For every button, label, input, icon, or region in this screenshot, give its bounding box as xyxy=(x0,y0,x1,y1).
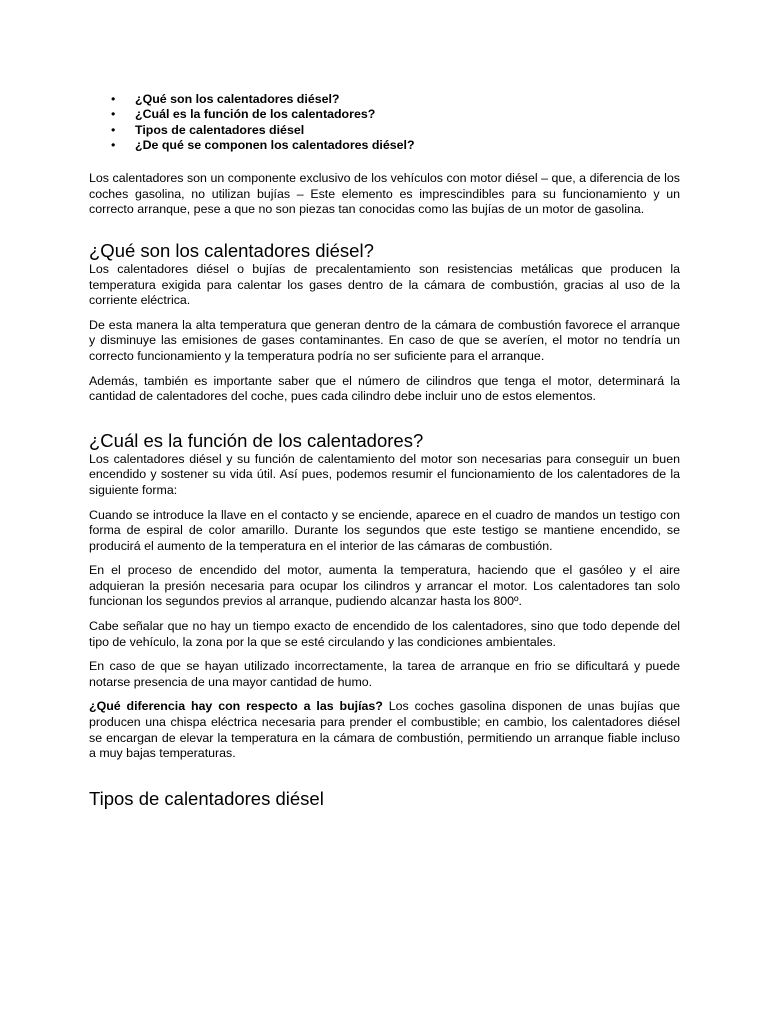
section-heading-tipos: Tipos de calentadores diésel xyxy=(89,787,324,809)
bullet-icon: • xyxy=(111,122,116,137)
paragraph xyxy=(89,699,680,761)
toc-item-label: ¿De qué se componen los calentadores diésel? xyxy=(135,137,415,152)
intro-paragraph: Los calentadores son un componente exclusivo de los vehículos con motor diésel – que, a diferencia de los coches gasolina, no utilizan bujías – Este elemento es imprescindibles para su funcionamiento y un correcto arranque, pese a que no son piezas tan conocidas como las bujías de un motor de gasolina. xyxy=(89,171,680,217)
paragraph: Cabe señalar que no hay un tiempo exacto de encendido de los calentadores, sino que todo depende del tipo de vehículo, la zona por la que se esté circulando y las condiciones ambientales. xyxy=(89,619,680,649)
paragraph: Además, también es importante saber que el número de cilindros que tenga el motor, determinará la cantidad de calentadores del coche, pues cada cilindro debe incluir uno de estos elementos. xyxy=(89,373,680,404)
toc-item-label: ¿Qué son los calentadores diésel? xyxy=(135,92,340,106)
toc-item xyxy=(89,123,680,138)
section-heading-que-son: ¿Qué son los calentadores diésel? xyxy=(89,239,374,261)
paragraph: De esta manera la alta temperatura que generan dentro de la cámara de combustión favorece el arranque y disminuye las emisiones de gases contaminantes. En caso de que se averíen, el motor no tendría un correcto funcionamiento y la temperatura podría no ser suficiente para el arranque. xyxy=(89,317,680,363)
table-of-contents xyxy=(89,92,680,153)
bullet-icon: • xyxy=(111,92,116,106)
paragraph: En caso de que se hayan utilizado incorrectamente, la tarea de arranque en frio se dificultará y puede notarse presencia de una mayor cantidad de humo. xyxy=(89,659,680,689)
toc-item xyxy=(89,92,680,107)
toc-item xyxy=(89,138,680,153)
toc-item-label: ¿Cuál es la función de los calentadores? xyxy=(135,107,376,122)
paragraph: Cuando se introduce la llave en el contacto y se enciende, aparece en el cuadro de mandos un testigo con forma de espiral de color amarillo. Durante los segundos que este testigo se mantiene encendido, se producirá el aumento de la temperatura en el interior de las cámaras de combustión. xyxy=(89,507,680,553)
paragraph: Los calentadores diésel y su función de calentamiento del motor son necesarias para conseguir un buen encendido y sostener su vida útil. Así pues, podemos resumir el funcionamiento de los calentadores de la siguiente forma: xyxy=(89,451,680,497)
toc-item-label: Tipos de calentadores diésel xyxy=(135,122,305,137)
bullet-icon: • xyxy=(111,137,116,152)
document-page xyxy=(89,92,680,810)
paragraph-text: Los coches gasolina disponen de unas bujías que producen una chispa eléctrica necesaria para prender el combustible; en cambio, los calentadores diésel se encargan de elevar la temperatura en la cámara de combustión, permitiendo un arranque fiable incluso a muy bajas temperaturas. xyxy=(89,699,680,761)
toc-item xyxy=(89,107,680,122)
bullet-icon: • xyxy=(111,107,116,122)
paragraph: En el proceso de encendido del motor, aumenta la temperatura, haciendo que el gasóleo y el aire adquieran la presión necesaria para ocupar los cilindros y arrancar el motor. Los calentadores tan solo funcionan los segundos previos al arranque, pudiendo alcanzar hasta los 800º. xyxy=(89,563,680,609)
section-heading-funcion: ¿Cuál es la función de los calentadores? xyxy=(89,429,424,451)
paragraph: Los calentadores diésel o bujías de precalentamiento son resistencias metálicas que producen la temperatura exigida para calentar los gases dentro de la cámara de combustión, gracias al uso de la corriente eléctrica. xyxy=(89,261,680,308)
bold-question: ¿Qué diferencia hay con respecto a las bujías? xyxy=(89,699,383,714)
